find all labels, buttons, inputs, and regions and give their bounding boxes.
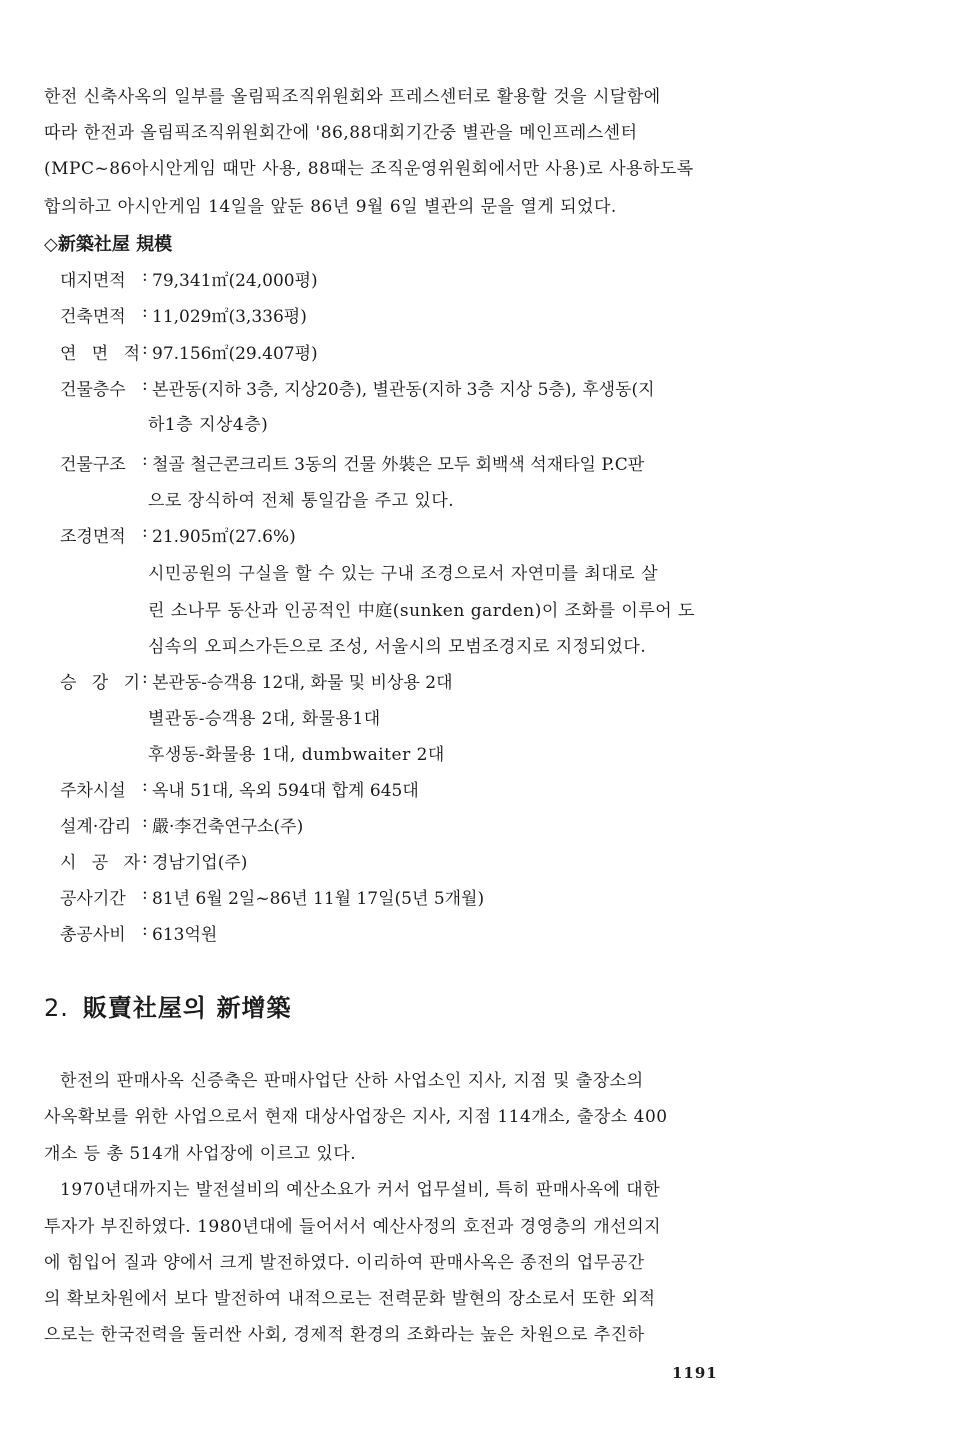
spec-value: 본관동-승객용 12대, 화물 및 비상용 2대: [152, 673, 453, 693]
spec-row-landscape: [60, 522, 720, 558]
spec-colon: :: [142, 339, 148, 359]
intro-line-4: 합의하고 아시안게임 14일을 앞둔 86년 9월 6일 별관의 문을 열게 되었다.: [44, 197, 617, 217]
spec-row-design: [60, 812, 720, 848]
spec-value: 옥내 51대, 옥외 594대 합계 645대: [152, 781, 419, 801]
body-line-2: 사옥확보를 위한 사업으로서 현재 대상사업장은 지사, 지점 114개소, 출장소 400: [44, 1107, 668, 1127]
spec-label: 건축면적: [60, 307, 126, 327]
spec-row-parking: [60, 776, 720, 812]
spec-colon: :: [142, 812, 148, 832]
spec-continuation: 으로 장식하여 전체 통일감을 주고 있다.: [148, 491, 455, 511]
spec-colon: :: [142, 776, 148, 796]
spec-label: 총공사비: [60, 925, 126, 945]
spec-value: 철골 철근콘크리트 3동의 건물 外裝은 모두 회백색 석재타일 P.C판: [152, 455, 645, 475]
spec-colon: :: [142, 920, 148, 940]
section-title: ◇新築社屋 規模: [44, 234, 173, 255]
spec-colon: :: [142, 522, 148, 542]
spec-colon: :: [142, 884, 148, 904]
section-heading-title: 販賣社屋의 新增築: [82, 993, 292, 1022]
spec-row-floors: [60, 375, 720, 411]
page-number: 1191: [672, 1364, 718, 1382]
intro-line-2: 따라 한전과 올림픽조직위원회간에 '86,88대회기간중 별관을 메인프레스센터: [44, 123, 638, 143]
spec-row-structure: [60, 450, 720, 486]
spec-label: 설계·감리: [60, 817, 132, 837]
spec-label: 주차시설: [60, 781, 126, 801]
section-number: 2.: [44, 994, 69, 1022]
spec-colon: :: [142, 302, 148, 322]
spec-label: 공사기간: [60, 889, 126, 909]
spec-row-contractor: [60, 848, 720, 884]
intro-line-3: (MPC~86아시안게임 때만 사용, 88때는 조직운영위원회에서만 사용)로 사용하도록: [44, 159, 694, 179]
spec-value: 21.905㎡(27.6%): [152, 527, 296, 547]
spec-value: 11,029㎡(3,336평): [152, 307, 307, 327]
spec-label: 건물구조: [60, 455, 126, 475]
section-heading: [44, 988, 291, 1023]
spec-continuation: 하1층 지상4층): [148, 415, 269, 435]
spec-value: 경남기업(주): [152, 853, 248, 873]
spec-value: 본관동(지하 3층, 지상20층), 별관동(지하 3층 지상 5층), 후생동(지: [152, 380, 655, 400]
spec-colon: :: [142, 375, 148, 395]
spec-value: 97.156㎡(29.407평): [152, 344, 318, 364]
spec-row-cost: [60, 920, 720, 956]
spec-label: 승 강 기: [60, 673, 140, 693]
spec-label: 조경면적: [60, 527, 126, 547]
spec-colon: :: [142, 848, 148, 868]
spec-value: 嚴·李건축연구소(주): [152, 817, 304, 837]
spec-value: 613억원: [152, 925, 218, 945]
body-line-4: 1970년대까지는 발전설비의 예산소요가 커서 업무설비, 특히 판매사옥에 대한: [60, 1180, 661, 1200]
spec-continuation: 후생동-화물용 1대, dumbwaiter 2대: [148, 745, 445, 765]
spec-row-period: [60, 884, 720, 920]
body-line-1: 한전의 판매사옥 신증축은 판매사업단 산하 사업소인 지사, 지점 및 출장소의: [60, 1071, 644, 1091]
intro-line-1: 한전 신축사옥의 일부를 올림픽조직위원회와 프레스센터로 활용할 것을 시달함에: [44, 87, 661, 107]
body-line-6: 에 힘입어 질과 양에서 크게 발전하였다. 이리하여 판매사옥은 종전의 업무공간: [44, 1253, 645, 1273]
spec-row-elevators: [60, 668, 720, 704]
spec-label: 연 면 적: [60, 344, 140, 364]
spec-continuation: 별관동-승객용 2대, 화물용1대: [148, 709, 381, 729]
spec-colon: :: [142, 668, 148, 688]
body-line-7: 의 확보차원에서 보다 발전하여 내적으로는 전력문화 발현의 장소로서 또한 외적: [44, 1289, 656, 1309]
spec-label: 건물층수: [60, 380, 126, 400]
spec-colon: :: [142, 450, 148, 470]
spec-colon: :: [142, 266, 148, 286]
spec-label: 시 공 자: [60, 853, 140, 873]
spec-continuation: 심속의 오피스가든으로 조성, 서울시의 모범조경지로 지정되었다.: [148, 637, 647, 657]
spec-row-land-area: [60, 266, 720, 302]
spec-value: 79,341㎡(24,000평): [152, 271, 318, 291]
spec-value: 81년 6월 2일~86년 11월 17일(5년 5개월): [152, 889, 485, 909]
spec-continuation: 시민공원의 구실을 할 수 있는 구내 조경으로서 자연미를 최대로 살: [148, 564, 659, 584]
spec-row-building-area: [60, 302, 720, 338]
spec-continuation: 린 소나무 동산과 인공적인 中庭(sunken garden)이 조화를 이루어 도: [148, 601, 695, 621]
spec-row-floor-area: [60, 339, 720, 375]
body-line-5: 투자가 부진하였다. 1980년대에 들어서서 예산사정의 호전과 경영층의 개선의지: [44, 1217, 662, 1237]
body-line-3: 개소 등 총 514개 사업장에 이르고 있다.: [44, 1144, 357, 1164]
spec-label: 대지면적: [60, 271, 126, 291]
body-line-8: 으로는 한국전력을 둘러싼 사회, 경제적 환경의 조화라는 높은 차원으로 추진하: [44, 1325, 645, 1345]
